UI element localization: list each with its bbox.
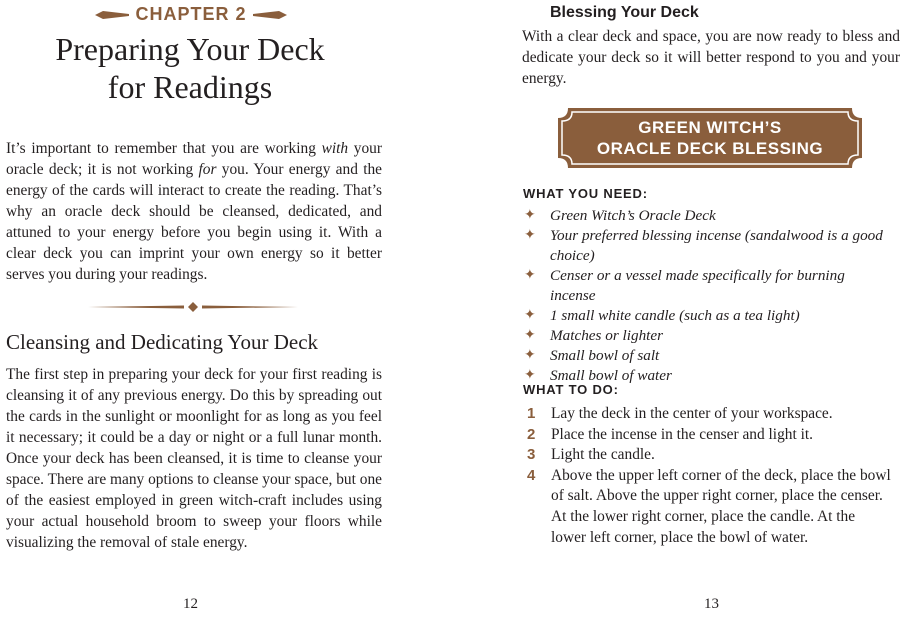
blessing-heading: Blessing Your Deck bbox=[550, 4, 699, 21]
step-number: 3 bbox=[527, 446, 536, 464]
step-number: 1 bbox=[527, 405, 536, 422]
chapter-label bbox=[86, 4, 296, 25]
page-number: 13 bbox=[704, 596, 719, 612]
banner-title bbox=[558, 117, 862, 159]
need-item-text: Matches or lighter bbox=[550, 327, 664, 344]
need-item bbox=[523, 346, 883, 366]
need-item-text: Censer or a vessel made specifically for burning incense bbox=[550, 267, 845, 304]
sparkle-icon: ✦ bbox=[524, 348, 536, 363]
what-you-need-label: WHAT YOU NEED: bbox=[523, 186, 648, 201]
intro-text-run: It’s important to remember that you are working bbox=[6, 140, 322, 157]
step-text: Lay the deck in the center of your workspace. bbox=[551, 405, 833, 422]
need-item-text: Green Witch’s Oracle Deck bbox=[550, 207, 716, 224]
need-item bbox=[523, 226, 883, 266]
need-item-text: Small bowl of water bbox=[550, 367, 672, 384]
section-heading: Cleansing and Dedicating Your Deck bbox=[6, 330, 319, 354]
sparkle-icon: ✦ bbox=[524, 268, 536, 283]
sparkle-icon: ✦ bbox=[524, 328, 536, 343]
step-text: Above the upper left corner of the deck, place the bowl of salt. Above the upper right corner, place the censer. At the lower right corner, place the candle. At the lower left corner, place the bowl of water. bbox=[551, 466, 891, 546]
cleansing-paragraph: The first step in preparing your deck for your first reading is cleansing it of any previous energy. Do this by spreading out the cards in the sunlight or moonlight for as long as you feel it necessary; it could be a day or night or a full lunar month. Once your deck has been cleansed, it is time to cleanse your space. There are many options to cleanse your space, but one of the easiest employed in green witch-craft includes using your actual household broom to sweep your floors while visualizing the removal of stale energy. bbox=[6, 366, 382, 551]
step-text: Light the candle. bbox=[551, 446, 655, 464]
sparkle-icon: ✦ bbox=[524, 368, 536, 383]
arrow-ornament-icon bbox=[95, 11, 129, 19]
intro-text-run: you. Your energy and the energy of the cards will interact to create the reading. That’s why an oracle deck should be cleansed, dedicated, and attuned to your energy before you begin using it. With a clear deck you can imprint your own energy so it better serves you during your readings. bbox=[6, 161, 382, 283]
step-item bbox=[527, 466, 891, 548]
sparkle-icon: ✦ bbox=[524, 308, 536, 323]
intro-italic-run: for bbox=[198, 161, 217, 178]
step-number: 2 bbox=[527, 425, 536, 443]
intro-text-run: your oracle deck; it is not working bbox=[6, 140, 382, 178]
need-item bbox=[523, 206, 883, 226]
step-item bbox=[527, 445, 891, 466]
intro-paragraph bbox=[6, 138, 382, 285]
chapter-title bbox=[20, 30, 360, 106]
sparkle-icon: ✦ bbox=[524, 208, 536, 223]
need-item bbox=[523, 306, 883, 326]
step-item bbox=[527, 404, 891, 425]
banner-line1: GREEN WITCH’S bbox=[638, 118, 782, 137]
step-text: Place the incense in the censer and light it. bbox=[551, 425, 813, 443]
arrow-ornament-icon bbox=[253, 11, 287, 19]
chapter-title-line2: for Readings bbox=[107, 69, 273, 105]
what-to-do-label: WHAT TO DO: bbox=[523, 382, 619, 397]
need-item-text: Small bowl of salt bbox=[550, 347, 660, 364]
need-item bbox=[523, 266, 883, 306]
intro-italic-run: with bbox=[321, 140, 349, 157]
need-item-text: Your preferred blessing incense (sandalwood is a good choice) bbox=[550, 227, 883, 264]
step-item bbox=[527, 425, 891, 446]
right-page bbox=[452, 0, 903, 619]
diamond-divider-icon bbox=[88, 300, 298, 314]
banner-line2: ORACLE DECK BLESSING bbox=[596, 139, 824, 158]
steps-list bbox=[527, 404, 891, 548]
step-number: 4 bbox=[527, 466, 536, 484]
sparkle-icon: ✦ bbox=[524, 228, 536, 243]
chapter-title-line1: Preparing Your Deck bbox=[55, 31, 325, 67]
need-item bbox=[523, 326, 883, 346]
blessing-paragraph: With a clear deck and space, you are now ready to bless and dedicate your deck so it will better respond to you and your energy. bbox=[522, 28, 900, 87]
blessing-banner bbox=[558, 108, 862, 168]
page-number: 12 bbox=[183, 596, 198, 612]
needs-list bbox=[523, 206, 883, 386]
need-item-text: 1 small white candle (such as a tea light) bbox=[550, 307, 800, 324]
chapter-label-text: CHAPTER 2 bbox=[135, 4, 247, 24]
